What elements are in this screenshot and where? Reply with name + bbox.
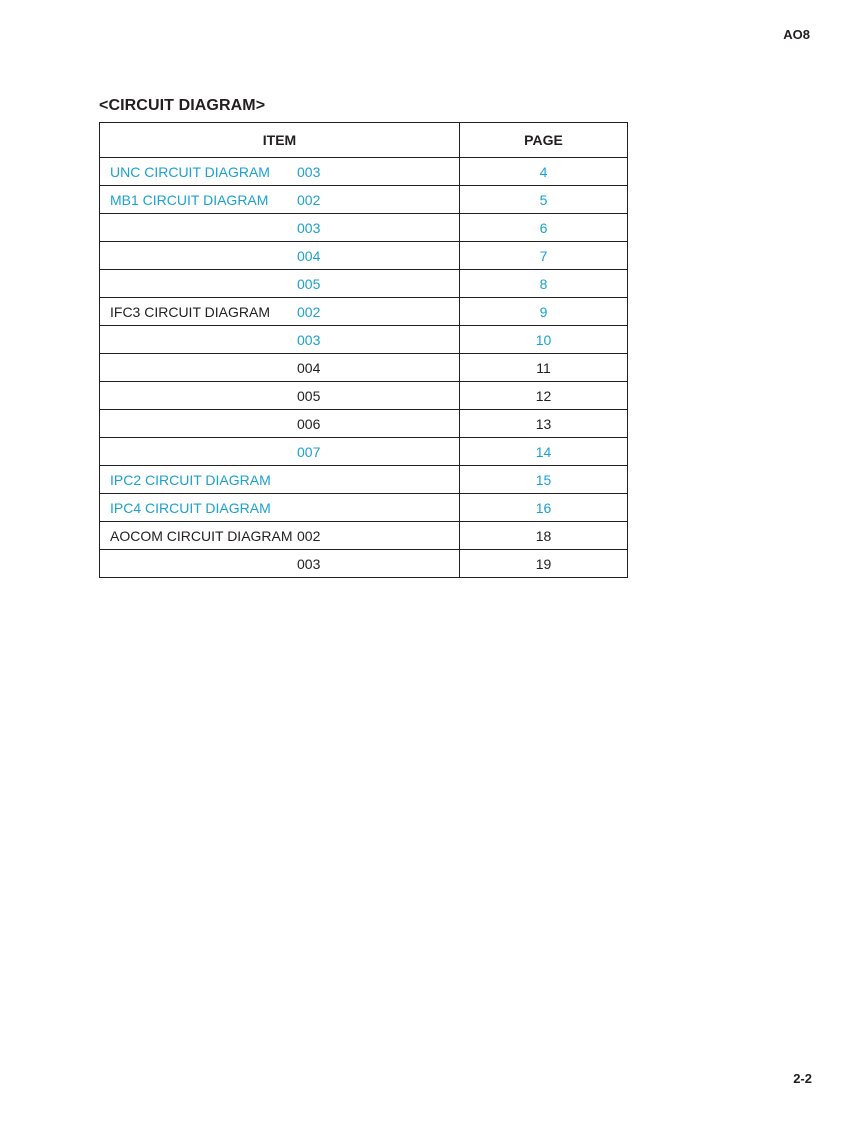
table-body (100, 158, 628, 578)
page-number: 2-2 (793, 1071, 812, 1086)
diagram-name[interactable]: AOCOM CIRCUIT DIAGRAM (110, 527, 293, 544)
diagram-code[interactable]: 002 (297, 303, 321, 320)
table-row (100, 242, 628, 270)
diagram-name[interactable]: IFC3 CIRCUIT DIAGRAM (110, 303, 270, 320)
table-row (100, 186, 628, 214)
diagram-name[interactable]: IPC2 CIRCUIT DIAGRAM (110, 471, 271, 488)
diagram-code[interactable]: 002 (297, 191, 321, 208)
item-cell (100, 186, 460, 214)
page-cell[interactable]: 9 (460, 298, 628, 326)
diagram-code[interactable]: 003 (297, 219, 321, 236)
diagram-code[interactable]: 003 (297, 555, 321, 572)
page-cell[interactable]: 15 (460, 466, 628, 494)
page-cell[interactable]: 13 (460, 410, 628, 438)
item-cell (100, 466, 460, 494)
item-cell (100, 326, 460, 354)
diagram-code[interactable]: 007 (297, 443, 321, 460)
table-header-row (100, 123, 628, 158)
column-header-page: PAGE (460, 123, 628, 158)
model-code: AO8 (783, 27, 810, 42)
page-cell[interactable]: 18 (460, 522, 628, 550)
item-cell (100, 354, 460, 382)
circuit-diagram-table (99, 122, 628, 578)
table-row (100, 326, 628, 354)
diagram-name[interactable]: IPC4 CIRCUIT DIAGRAM (110, 499, 271, 516)
item-cell (100, 242, 460, 270)
table-row (100, 438, 628, 466)
item-cell (100, 158, 460, 186)
page-cell[interactable]: 16 (460, 494, 628, 522)
table-row (100, 354, 628, 382)
diagram-code[interactable]: 002 (297, 527, 321, 544)
item-cell (100, 410, 460, 438)
column-header-item: ITEM (100, 123, 460, 158)
diagram-code[interactable]: 006 (297, 415, 321, 432)
table-row (100, 382, 628, 410)
page-cell[interactable]: 4 (460, 158, 628, 186)
item-cell (100, 382, 460, 410)
page-cell[interactable]: 8 (460, 270, 628, 298)
page-cell[interactable]: 6 (460, 214, 628, 242)
page-cell[interactable]: 14 (460, 438, 628, 466)
diagram-code[interactable]: 003 (297, 163, 321, 180)
item-cell (100, 438, 460, 466)
item-cell (100, 298, 460, 326)
table-row (100, 410, 628, 438)
diagram-code[interactable]: 003 (297, 331, 321, 348)
table-row (100, 158, 628, 186)
page-cell[interactable]: 7 (460, 242, 628, 270)
table-row (100, 466, 628, 494)
table-row (100, 550, 628, 578)
item-cell (100, 270, 460, 298)
section-title: <CIRCUIT DIAGRAM> (99, 97, 266, 114)
item-cell (100, 522, 460, 550)
table-row (100, 214, 628, 242)
page-cell[interactable]: 12 (460, 382, 628, 410)
page-cell[interactable]: 5 (460, 186, 628, 214)
diagram-code[interactable]: 005 (297, 387, 321, 404)
diagram-code[interactable]: 004 (297, 359, 321, 376)
item-cell (100, 494, 460, 522)
page-cell[interactable]: 10 (460, 326, 628, 354)
page-cell[interactable]: 11 (460, 354, 628, 382)
item-cell (100, 214, 460, 242)
diagram-code[interactable]: 005 (297, 275, 321, 292)
table-row (100, 270, 628, 298)
item-cell (100, 550, 460, 578)
diagram-name[interactable]: MB1 CIRCUIT DIAGRAM (110, 191, 269, 208)
table-row (100, 494, 628, 522)
table-row (100, 298, 628, 326)
page-cell[interactable]: 19 (460, 550, 628, 578)
table-row (100, 522, 628, 550)
diagram-code[interactable]: 004 (297, 247, 321, 264)
diagram-name[interactable]: UNC CIRCUIT DIAGRAM (110, 163, 270, 180)
